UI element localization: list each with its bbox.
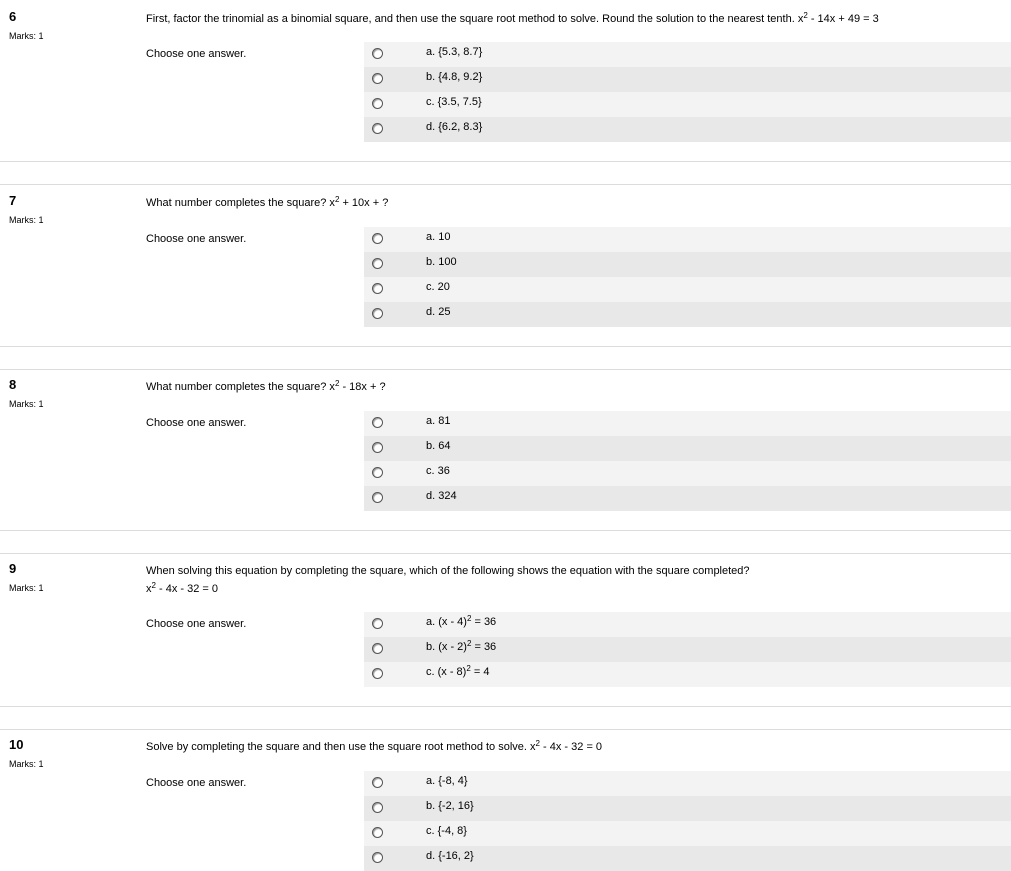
answer-label[interactable]: c. (x - 8)$^2$ = 4 [426, 664, 490, 678]
radio-button[interactable] [372, 467, 383, 478]
question-text: What number completes the square? $x^2 - 18x$ + ? [146, 379, 386, 393]
answer-label[interactable]: c. {-4, 8} [426, 825, 467, 837]
question-marks: Marks: 1 [9, 215, 44, 225]
radio-button[interactable] [372, 123, 383, 134]
question-marks: Marks: 1 [9, 399, 44, 409]
choose-prompt: Choose one answer. [146, 618, 247, 630]
question-text: When solving this equation by completing the square, which of the following shows the equation with the square completed? $x^2 - 4x - 32 = 0$ [146, 565, 750, 595]
question-number: 8 [9, 377, 17, 392]
answer-label[interactable]: d. 25 [426, 306, 451, 318]
answer-label[interactable]: a. {5.3, 8.7} [426, 46, 483, 58]
question-text: Solve by completing the square and then use the square root method to solve. $x^2 - 4x - 32 = 0$ [146, 739, 603, 753]
answer-option-b[interactable] [364, 637, 1011, 662]
radio-button[interactable] [372, 442, 383, 453]
answer-option-b[interactable] [364, 252, 1011, 277]
question-marks: Marks: 1 [9, 31, 44, 41]
answer-list [364, 771, 1011, 871]
answer-option-a[interactable] [364, 42, 1011, 67]
choose-prompt: Choose one answer. [146, 777, 247, 789]
answer-label[interactable]: a. {-8, 4} [426, 775, 468, 787]
answer-label[interactable]: d. {6.2, 8.3} [426, 121, 483, 133]
answer-option-a[interactable] [364, 227, 1011, 252]
radio-button[interactable] [372, 233, 383, 244]
radio-button[interactable] [372, 668, 383, 679]
answer-option-d[interactable] [364, 117, 1011, 142]
answer-label[interactable]: b. 100 [426, 256, 457, 268]
answer-option-d[interactable] [364, 486, 1011, 511]
answer-option-b[interactable] [364, 67, 1011, 92]
radio-button[interactable] [372, 98, 383, 109]
question-number: 6 [9, 9, 17, 24]
answer-option-b[interactable] [364, 796, 1011, 821]
answer-label[interactable]: a. 10 [426, 231, 451, 243]
question-number: 9 [9, 561, 17, 576]
question-separator [0, 161, 1011, 185]
question-text: First, factor the trinomial as a binomial square, and then use the square root method to solve. Round the solution to the nearest tenth. $x^2 - 14x + 49 = 3$ [146, 11, 879, 25]
answer-label[interactable]: a. (x - 4)$^2$ = 36 [426, 614, 497, 628]
answer-option-d[interactable] [364, 302, 1011, 327]
radio-button[interactable] [372, 73, 383, 84]
radio-button[interactable] [372, 308, 383, 319]
answer-label[interactable]: b. {-2, 16} [426, 800, 474, 812]
answer-label[interactable]: a. 81 [426, 415, 451, 427]
answer-label[interactable]: b. {4.8, 9.2} [426, 71, 483, 83]
answer-option-d[interactable] [364, 846, 1011, 871]
choose-prompt: Choose one answer. [146, 417, 247, 429]
answer-option-c[interactable] [364, 461, 1011, 486]
answer-option-a[interactable] [364, 612, 1011, 637]
question-text: What number completes the square? $x^2 + 10x$ + ? [146, 195, 389, 209]
answer-option-c[interactable] [364, 821, 1011, 846]
answer-option-c[interactable] [364, 92, 1011, 117]
question-separator [0, 346, 1011, 370]
answer-list [364, 227, 1011, 327]
radio-button[interactable] [372, 643, 383, 654]
answer-label[interactable]: d. 324 [426, 490, 457, 502]
answer-label[interactable]: b. 64 [426, 440, 451, 452]
radio-button[interactable] [372, 802, 383, 813]
radio-button[interactable] [372, 48, 383, 59]
radio-button[interactable] [372, 777, 383, 788]
question-marks: Marks: 1 [9, 583, 44, 593]
answer-label[interactable]: c. 20 [426, 281, 450, 293]
answer-option-c[interactable] [364, 277, 1011, 302]
radio-button[interactable] [372, 827, 383, 838]
choose-prompt: Choose one answer. [146, 233, 247, 245]
question-number: 7 [9, 193, 17, 208]
answer-option-a[interactable] [364, 411, 1011, 436]
radio-button[interactable] [372, 417, 383, 428]
answer-label[interactable]: d. {-16, 2} [426, 850, 474, 862]
choose-prompt: Choose one answer. [146, 48, 247, 60]
question-marks: Marks: 1 [9, 759, 44, 769]
answer-label[interactable]: c. {3.5, 7.5} [426, 96, 482, 108]
answer-label[interactable]: c. 36 [426, 465, 450, 477]
answer-option-b[interactable] [364, 436, 1011, 461]
answer-list [364, 411, 1011, 511]
radio-button[interactable] [372, 492, 383, 503]
question-separator [0, 706, 1011, 730]
answer-list [364, 42, 1011, 142]
radio-button[interactable] [372, 283, 383, 294]
radio-button[interactable] [372, 852, 383, 863]
answer-option-c[interactable] [364, 662, 1011, 687]
radio-button[interactable] [372, 618, 383, 629]
answer-option-a[interactable] [364, 771, 1011, 796]
answer-list [364, 612, 1011, 687]
answer-label[interactable]: b. (x - 2)$^2$ = 36 [426, 639, 497, 653]
radio-button[interactable] [372, 258, 383, 269]
question-separator [0, 530, 1011, 554]
question-number: 10 [9, 737, 24, 752]
